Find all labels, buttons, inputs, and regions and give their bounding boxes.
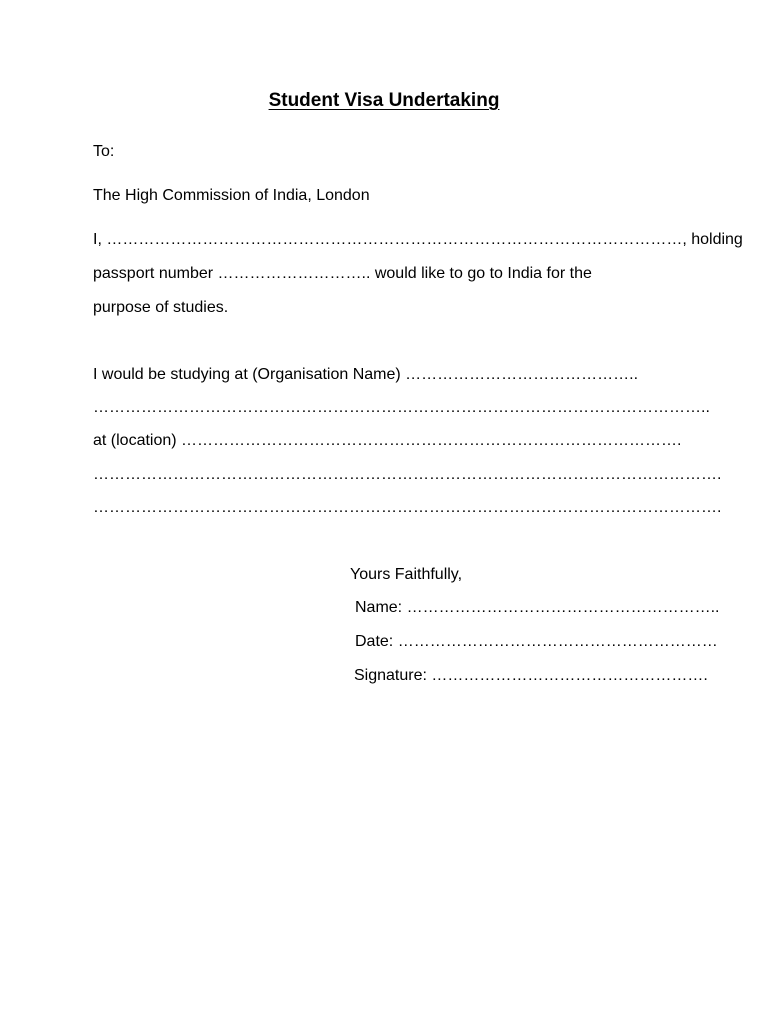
study-line-2: …………………………………………………………………………………………………….. bbox=[93, 399, 710, 416]
document-title-text: Student Visa Undertaking bbox=[268, 90, 500, 111]
name-field: Name: ………………………………………………….. bbox=[355, 599, 720, 616]
location-line-2: ………………………………………………………………………………………………………. bbox=[93, 466, 722, 483]
intro-line-1: I, ………………………………………………………………………………………………, holding bbox=[93, 231, 743, 248]
location-line-1: at (location) …………………………………………………………………………………. bbox=[93, 432, 682, 449]
to-label: To: bbox=[93, 143, 115, 160]
intro-line-3: purpose of studies. bbox=[93, 299, 229, 316]
addressee: The High Commission of India, London bbox=[93, 187, 370, 204]
date-field: Date: …………………………………………………… bbox=[355, 633, 718, 650]
signature-field: Signature: ……………………………………………. bbox=[354, 667, 708, 684]
intro-line-2: passport number ……………………….. would like to go to India for the bbox=[93, 265, 592, 282]
study-line-1: I would be studying at (Organisation Name) …………………………………….. bbox=[93, 366, 639, 383]
closing-text: Yours Faithfully, bbox=[350, 566, 463, 583]
location-line-3: ………………………………………………………………………………………………………. bbox=[93, 499, 722, 516]
document-title bbox=[0, 89, 768, 113]
